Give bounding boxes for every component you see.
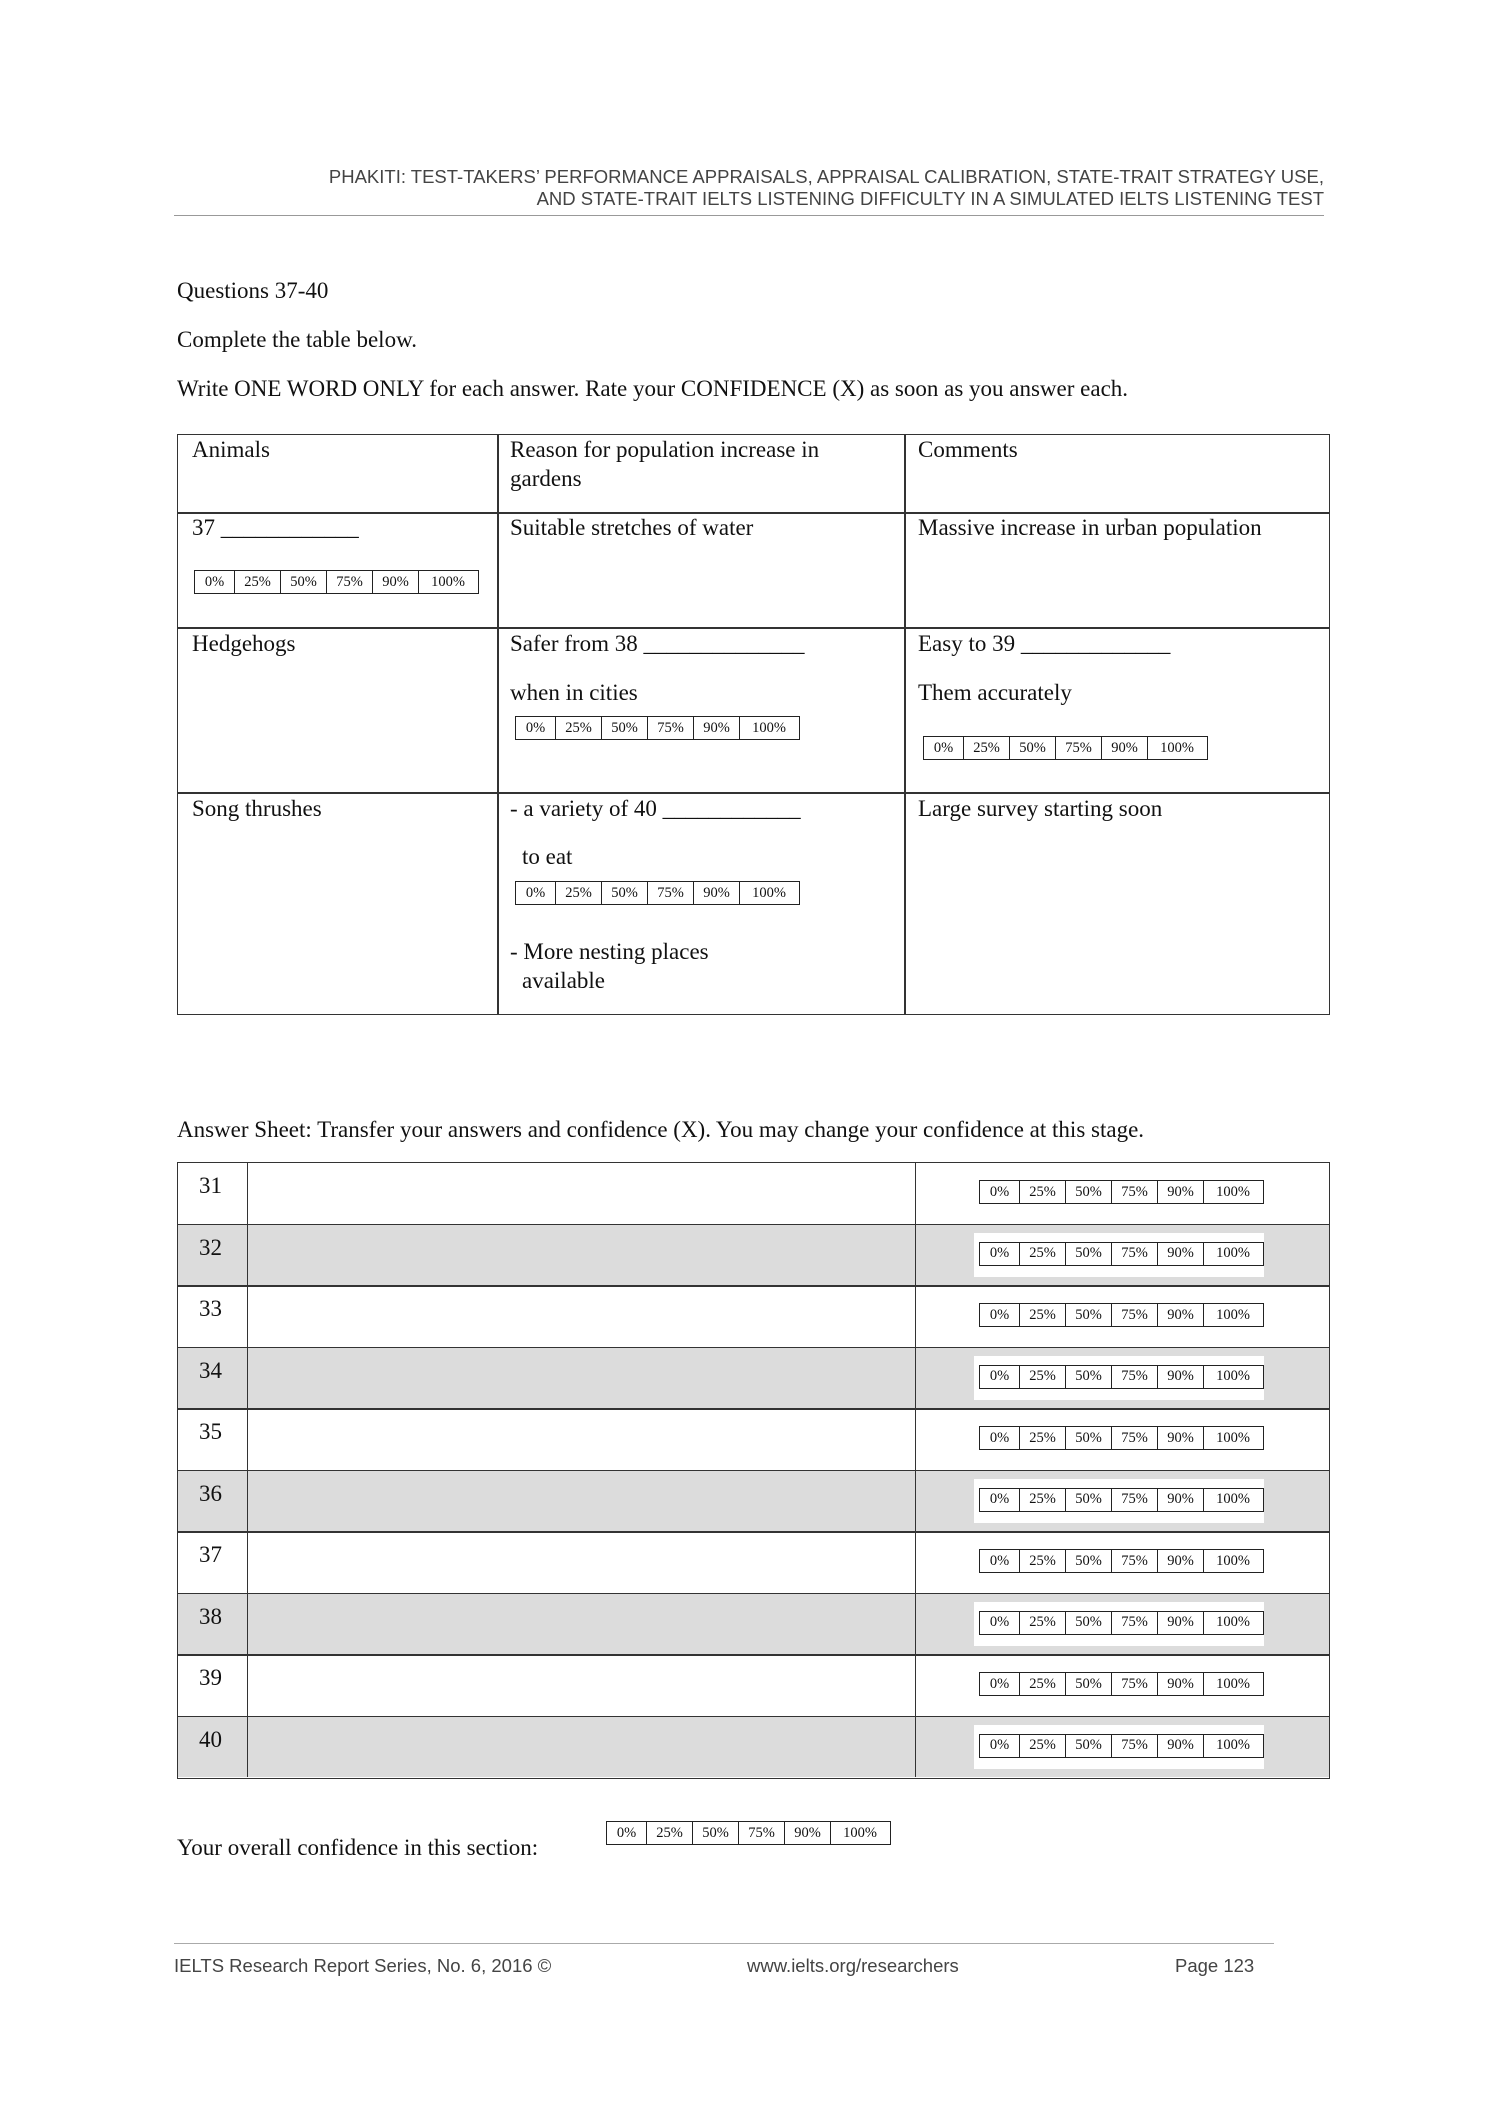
- animal-hedgehogs: Hedgehogs: [192, 631, 296, 656]
- answer-number: 31: [199, 1173, 222, 1198]
- confidence-scale-answer[interactable]: [979, 1672, 1264, 1696]
- scale-0[interactable]: 0%: [980, 1612, 1020, 1634]
- header-reason-line2: gardens: [510, 466, 582, 491]
- scale-50[interactable]: 50%: [1066, 1673, 1112, 1695]
- scale-100[interactable]: 100%: [1216, 1675, 1250, 1692]
- answer-row-divider: [177, 1285, 1330, 1287]
- answer-row: [177, 1654, 1330, 1716]
- scale-25[interactable]: 25%: [1020, 1427, 1066, 1449]
- answer-number: 36: [199, 1480, 222, 1506]
- answer-row-divider: [177, 1224, 1330, 1226]
- confidence-scale-q37[interactable]: [194, 570, 479, 594]
- scale-50[interactable]: 50%: [1066, 1304, 1112, 1326]
- answer-row: [177, 1285, 1330, 1347]
- scale-50[interactable]: 50%: [602, 882, 648, 904]
- answer-input[interactable]: [247, 1162, 916, 1224]
- answer-number: 33: [199, 1296, 222, 1321]
- scale-0[interactable]: 0%: [980, 1243, 1020, 1265]
- answer-row: [177, 1347, 1330, 1409]
- header-comments: Comments: [918, 437, 1018, 462]
- scale-75[interactable]: 75%: [1112, 1366, 1158, 1388]
- answer-number: 37: [199, 1542, 222, 1567]
- running-header: [174, 166, 1324, 210]
- scale-90[interactable]: 90%: [1158, 1489, 1204, 1511]
- scale-50[interactable]: 50%: [1066, 1550, 1112, 1572]
- scale-90[interactable]: 90%: [1102, 737, 1148, 759]
- scale-100[interactable]: 100%: [1216, 1552, 1250, 1569]
- footer-page-number: Page 123: [1175, 1955, 1255, 1976]
- answer-row: [177, 1593, 1330, 1655]
- header-animals: Animals: [192, 437, 270, 462]
- scale-0[interactable]: 0%: [516, 717, 556, 739]
- scale-75[interactable]: 75%: [1112, 1489, 1158, 1511]
- table-row-divider: [177, 792, 1330, 794]
- answer-row: [177, 1162, 1330, 1224]
- scale-90[interactable]: 90%: [1158, 1550, 1204, 1572]
- scale-75[interactable]: 75%: [1112, 1304, 1158, 1326]
- scale-0[interactable]: 0%: [980, 1489, 1020, 1511]
- comment-survey: Large survey starting soon: [918, 796, 1163, 821]
- scale-0[interactable]: 0%: [980, 1181, 1020, 1203]
- answer-input[interactable]: [247, 1408, 916, 1470]
- answer-row-divider: [177, 1347, 1330, 1349]
- scale-50[interactable]: 50%: [1066, 1735, 1112, 1757]
- confidence-scale-q40[interactable]: [515, 881, 800, 905]
- footer-series: IELTS Research Report Series, No. 6, 2016 ©: [174, 1955, 552, 1976]
- scale-100[interactable]: 100%: [1216, 1368, 1250, 1384]
- scale-75[interactable]: 75%: [1112, 1181, 1158, 1203]
- scale-50[interactable]: 50%: [1066, 1427, 1112, 1449]
- overall-confidence-label: Your overall confidence in this section:: [177, 1835, 539, 1860]
- scale-90[interactable]: 90%: [1158, 1735, 1204, 1757]
- scale-50[interactable]: 50%: [281, 571, 327, 593]
- complete-instruction: Complete the table below.: [177, 327, 417, 352]
- q38-blank: Safer from 38 ______________: [510, 631, 805, 656]
- scale-50[interactable]: 50%: [1066, 1366, 1112, 1388]
- scale-25[interactable]: 25%: [647, 1822, 693, 1844]
- scale-75[interactable]: 75%: [1112, 1427, 1158, 1449]
- answer-row: [177, 1531, 1330, 1593]
- table-column-divider: [497, 434, 499, 1015]
- answer-input[interactable]: [247, 1470, 916, 1532]
- scale-90[interactable]: 90%: [694, 882, 740, 904]
- header-reason-line1: Reason for population increase in: [510, 437, 820, 462]
- confidence-scale-q39[interactable]: [923, 736, 1208, 760]
- scale-90[interactable]: 90%: [694, 717, 740, 739]
- scale-25[interactable]: 25%: [964, 737, 1010, 759]
- answer-number: 39: [199, 1665, 222, 1690]
- scale-50[interactable]: 50%: [1066, 1243, 1112, 1265]
- scale-75[interactable]: 75%: [1112, 1673, 1158, 1695]
- questions-heading: Questions 37-40: [177, 278, 329, 303]
- answer-number: 32: [199, 1234, 222, 1260]
- confidence-scale-overall[interactable]: [606, 1821, 891, 1845]
- answer-input[interactable]: [247, 1654, 916, 1716]
- answer-number: 35: [199, 1419, 222, 1444]
- scale-90[interactable]: 90%: [1158, 1181, 1204, 1203]
- scale-90[interactable]: 90%: [1158, 1612, 1204, 1634]
- answer-number: 38: [199, 1603, 222, 1629]
- answer-row-divider: [177, 1470, 1330, 1472]
- table-column-divider: [904, 434, 906, 1015]
- answer-number: 40: [199, 1726, 222, 1752]
- scale-100[interactable]: 100%: [1216, 1429, 1250, 1446]
- scale-90[interactable]: 90%: [1158, 1366, 1204, 1388]
- scale-75[interactable]: 75%: [1056, 737, 1102, 759]
- scale-0[interactable]: 0%: [607, 1822, 647, 1844]
- scale-25[interactable]: 25%: [556, 882, 602, 904]
- confidence-scale-q38[interactable]: [515, 716, 800, 740]
- scale-90[interactable]: 90%: [1158, 1427, 1204, 1449]
- scale-50[interactable]: 50%: [693, 1822, 739, 1844]
- scale-50[interactable]: 50%: [1066, 1612, 1112, 1634]
- scale-0[interactable]: 0%: [980, 1550, 1020, 1572]
- scale-75[interactable]: 75%: [1112, 1243, 1158, 1265]
- confidence-scale-answer[interactable]: [979, 1365, 1264, 1389]
- scale-90[interactable]: 90%: [785, 1822, 831, 1844]
- confidence-scale-answer[interactable]: [979, 1734, 1264, 1758]
- write-instruction: Write ONE WORD ONLY for each answer. Rate your CONFIDENCE (X) as soon as you answer each.: [177, 376, 1129, 401]
- scale-75[interactable]: 75%: [648, 882, 694, 904]
- scale-100[interactable]: 100%: [843, 1824, 877, 1841]
- scale-100[interactable]: 100%: [1160, 739, 1194, 756]
- scale-90[interactable]: 90%: [373, 571, 419, 593]
- scale-100[interactable]: 100%: [752, 719, 786, 736]
- header-line-1: PHAKITI: TEST-TAKERS’ PERFORMANCE APPRAISALS, APPRAISAL CALIBRATION, STATE-TRAIT STRATEGY USE,: [328, 166, 1324, 187]
- q37-blank: 37 ____________: [192, 515, 359, 540]
- confidence-scale-answer[interactable]: [979, 1549, 1264, 1573]
- scale-75[interactable]: 75%: [648, 717, 694, 739]
- scale-50[interactable]: 50%: [1066, 1181, 1112, 1203]
- scale-90[interactable]: 90%: [1158, 1243, 1204, 1265]
- answer-input[interactable]: [247, 1347, 916, 1409]
- scale-100[interactable]: 100%: [431, 573, 465, 590]
- confidence-scale-answer[interactable]: [979, 1303, 1264, 1327]
- answer-number: 34: [199, 1357, 222, 1383]
- answer-row: [177, 1408, 1330, 1470]
- footer-url[interactable]: www.ielts.org/researchers: [747, 1955, 959, 1976]
- confidence-scale-answer[interactable]: [979, 1488, 1264, 1512]
- answer-row-divider: [177, 1531, 1330, 1533]
- scale-100[interactable]: 100%: [1216, 1306, 1250, 1323]
- scale-100[interactable]: 100%: [752, 884, 786, 901]
- answer-row-divider: [177, 1593, 1330, 1595]
- scale-25[interactable]: 25%: [235, 571, 281, 593]
- scale-0[interactable]: 0%: [980, 1366, 1020, 1388]
- scale-100[interactable]: 100%: [1216, 1183, 1250, 1200]
- scale-25[interactable]: 25%: [1020, 1489, 1066, 1511]
- scale-25[interactable]: 25%: [556, 717, 602, 739]
- scale-0[interactable]: 0%: [980, 1673, 1020, 1695]
- scale-100[interactable]: 100%: [1216, 1614, 1250, 1630]
- q39-blank: Easy to 39 _____________: [918, 631, 1171, 656]
- answer-input[interactable]: [247, 1716, 916, 1778]
- scale-25[interactable]: 25%: [1020, 1550, 1066, 1572]
- scale-75[interactable]: 75%: [739, 1822, 785, 1844]
- scale-0[interactable]: 0%: [195, 571, 235, 593]
- footer-rule: [174, 1943, 1274, 1944]
- scale-75[interactable]: 75%: [1112, 1612, 1158, 1634]
- scale-0[interactable]: 0%: [980, 1735, 1020, 1757]
- answer-row: [177, 1224, 1330, 1286]
- q40-blank: - a variety of 40 ____________: [510, 796, 801, 821]
- header-line-2: AND STATE-TRAIT IELTS LISTENING DIFFICULTY IN A SIMULATED IELTS LISTENING TEST: [536, 188, 1324, 209]
- scale-75[interactable]: 75%: [327, 571, 373, 593]
- reason-cities: when in cities: [510, 680, 638, 705]
- table-row-divider: [177, 627, 1330, 629]
- confidence-scale-answer[interactable]: [979, 1180, 1264, 1204]
- answer-row: [177, 1470, 1330, 1532]
- scale-25[interactable]: 25%: [1020, 1673, 1066, 1695]
- animal-song-thrushes: Song thrushes: [192, 796, 322, 821]
- scale-25[interactable]: 25%: [1020, 1735, 1066, 1757]
- confidence-scale-answer[interactable]: [979, 1242, 1264, 1266]
- answer-row-divider: [177, 1408, 1330, 1410]
- scale-25[interactable]: 25%: [1020, 1612, 1066, 1634]
- answer-input[interactable]: [247, 1593, 916, 1655]
- scale-25[interactable]: 25%: [1020, 1181, 1066, 1203]
- comment-accurately: Them accurately: [918, 680, 1072, 705]
- reason-nesting: - More nesting places: [510, 939, 709, 964]
- scale-50[interactable]: 50%: [602, 717, 648, 739]
- confidence-scale-answer[interactable]: [979, 1611, 1264, 1635]
- scale-50[interactable]: 50%: [1066, 1489, 1112, 1511]
- scale-100[interactable]: 100%: [1216, 1245, 1250, 1261]
- answer-input[interactable]: [247, 1285, 916, 1347]
- answer-sheet-title: Answer Sheet: Transfer your answers and confidence (X). You may change your confidence at this stage.: [177, 1117, 1145, 1142]
- scale-25[interactable]: 25%: [1020, 1243, 1066, 1265]
- scale-90[interactable]: 90%: [1158, 1673, 1204, 1695]
- answer-row-divider: [177, 1716, 1330, 1718]
- scale-0[interactable]: 0%: [980, 1304, 1020, 1326]
- scale-0[interactable]: 0%: [924, 737, 964, 759]
- scale-75[interactable]: 75%: [1112, 1735, 1158, 1757]
- comment-urban: Massive increase in urban population: [918, 515, 1262, 540]
- scale-50[interactable]: 50%: [1010, 737, 1056, 759]
- reason-available: available: [522, 968, 606, 993]
- scale-0[interactable]: 0%: [980, 1427, 1020, 1449]
- scale-90[interactable]: 90%: [1158, 1304, 1204, 1326]
- reason-water: Suitable stretches of water: [510, 515, 754, 540]
- scale-100[interactable]: 100%: [1216, 1737, 1250, 1753]
- answer-input[interactable]: [247, 1224, 916, 1286]
- answer-row-divider: [177, 1654, 1330, 1656]
- reason-to-eat: to eat: [522, 844, 573, 869]
- scale-75[interactable]: 75%: [1112, 1550, 1158, 1572]
- confidence-scale-answer[interactable]: [979, 1426, 1264, 1450]
- scale-25[interactable]: 25%: [1020, 1304, 1066, 1326]
- scale-25[interactable]: 25%: [1020, 1366, 1066, 1388]
- scale-100[interactable]: 100%: [1216, 1491, 1250, 1507]
- answer-input[interactable]: [247, 1531, 916, 1593]
- scale-0[interactable]: 0%: [516, 882, 556, 904]
- answer-row: [177, 1716, 1330, 1778]
- header-rule: [174, 215, 1324, 216]
